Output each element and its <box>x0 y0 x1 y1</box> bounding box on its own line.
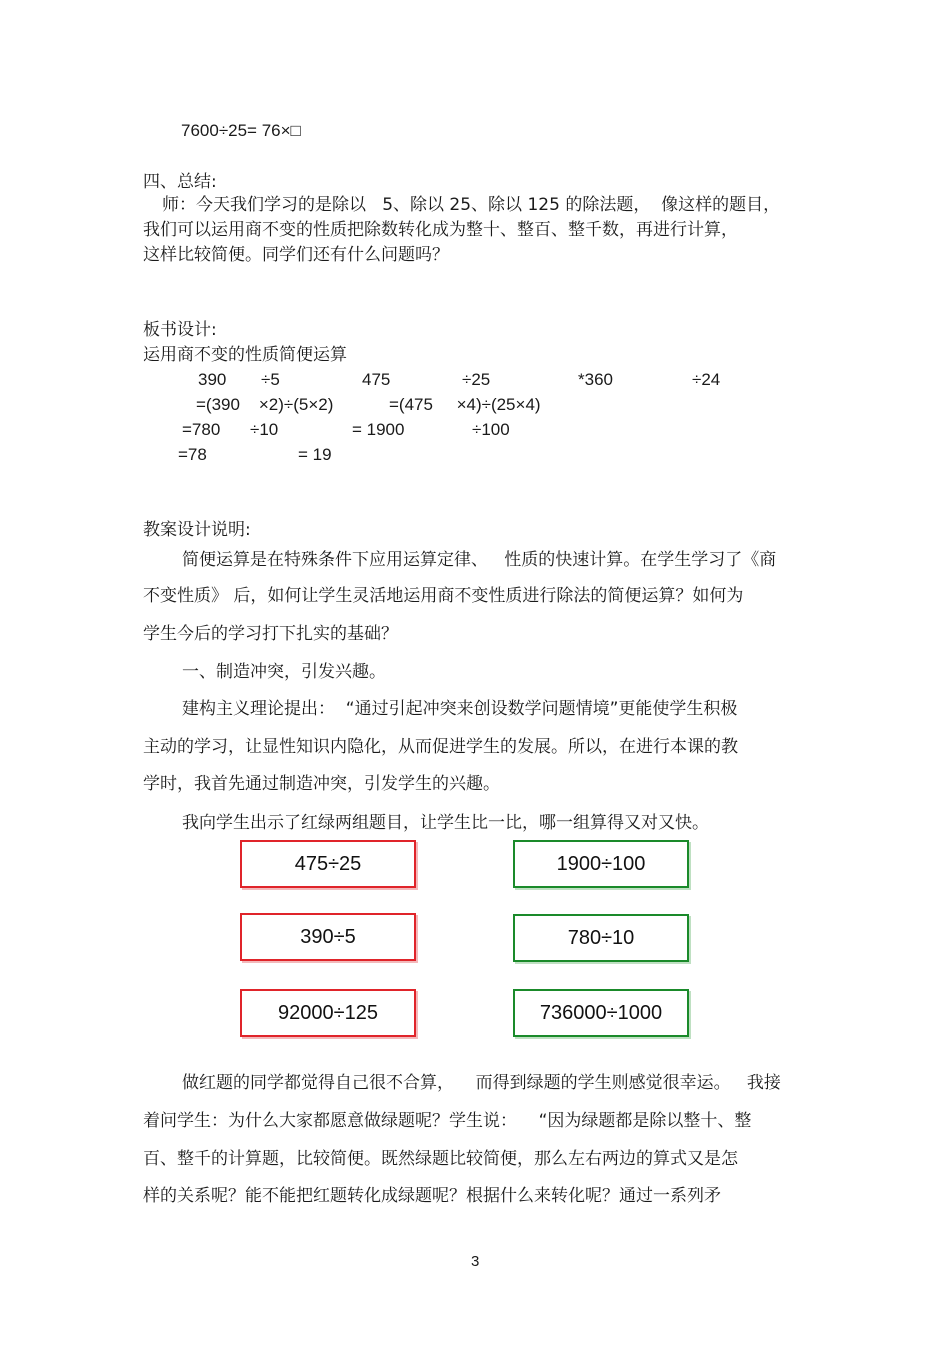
board-r4-b: = 19 <box>298 445 332 464</box>
explanation-heading: 教案设计说明: <box>143 520 251 540</box>
board-r2-a: =(390 ×2)÷(5×2) <box>196 395 334 414</box>
board-r3-b: ÷10 <box>250 420 279 439</box>
board-r1-c: 475 <box>362 370 391 389</box>
green-problem-box: 736000÷1000 <box>513 989 689 1037</box>
green-problem-box: 780÷10 <box>513 914 689 962</box>
red-problem-box: 475÷25 <box>240 840 416 888</box>
closing-line: 样的关系呢？能不能把红题转化成绿题呢？根据什么来转化呢？通过一系列矛 <box>143 1186 721 1206</box>
green-problem-box: 1900÷100 <box>513 840 689 888</box>
board-r1-d: ÷25 <box>462 370 491 389</box>
board-r2-b: =(475 ×4)÷(25×4) <box>389 395 541 414</box>
board-r3-d: ÷100 <box>472 420 510 439</box>
board-r3-a: =780 <box>182 420 221 439</box>
board-r4-a: =78 <box>178 445 207 464</box>
explanation-line: 学生今后的学习打下扎实的基础？ <box>143 624 398 644</box>
summary-line: 我们可以运用商不变的性质把除数转化成为整十、整百、整千数，再进行计算， <box>143 220 738 240</box>
board-r1-b: ÷5 <box>261 370 280 389</box>
explanation-line: 简便运算是在特殊条件下应用运算定律、 性质的快速计算。在学生学习了《商 <box>182 550 777 570</box>
closing-line: 做红题的同学都觉得自己很不合算， 而得到绿题的学生则感觉很幸运。 我接 <box>182 1073 781 1093</box>
board-r3-c: = 1900 <box>352 420 405 439</box>
explanation-line: 不变性质》 后，如何让学生灵活地运用商不变性质进行除法的简便运算？如何为 <box>143 586 744 606</box>
explanation-line: 建构主义理论提出： “通过引起冲突来创设数学问题情境”更能使学生积极 <box>182 699 738 719</box>
red-problem-box: 92000÷125 <box>240 989 416 1037</box>
board-heading: 板书设计: <box>143 320 217 340</box>
explanation-line: 主动的学习，让显性知识内隐化，从而促进学生的发展。所以，在进行本课的教 <box>143 737 738 757</box>
page-number: 3 <box>471 1253 480 1270</box>
explanation-line: 我向学生出示了红绿两组题目，让学生比一比，哪一组算得又对又快。 <box>182 813 709 833</box>
explanation-line: 学时，我首先通过制造冲突，引发学生的兴趣。 <box>143 774 500 794</box>
board-r1-f: ÷24 <box>692 370 721 389</box>
board-r1-a: 390 <box>198 370 227 389</box>
red-problem-box: 390÷5 <box>240 913 416 961</box>
board-r1-e: *360 <box>578 370 613 389</box>
summary-line: 师：今天我们学习的是除以 5、除以 25、除以 125 的除法题， 像这样的题目， <box>162 195 781 215</box>
closing-line: 着问学生：为什么大家都愿意做绿题呢？学生说： “因为绿题都是除以整十、整 <box>143 1111 752 1131</box>
board-title: 运用商不变的性质简便运算 <box>143 345 347 365</box>
summary-line: 这样比较简便。同学们还有什么问题吗？ <box>143 245 449 265</box>
summary-heading: 四、总结: <box>143 172 217 192</box>
closing-line: 百、整千的计算题，比较简便。既然绿题比较简便，那么左右两边的算式又是怎 <box>143 1149 738 1169</box>
explanation-line: 一、制造冲突，引发兴趣。 <box>182 662 386 682</box>
top-equation: 7600÷25= 76×□ <box>181 121 301 140</box>
